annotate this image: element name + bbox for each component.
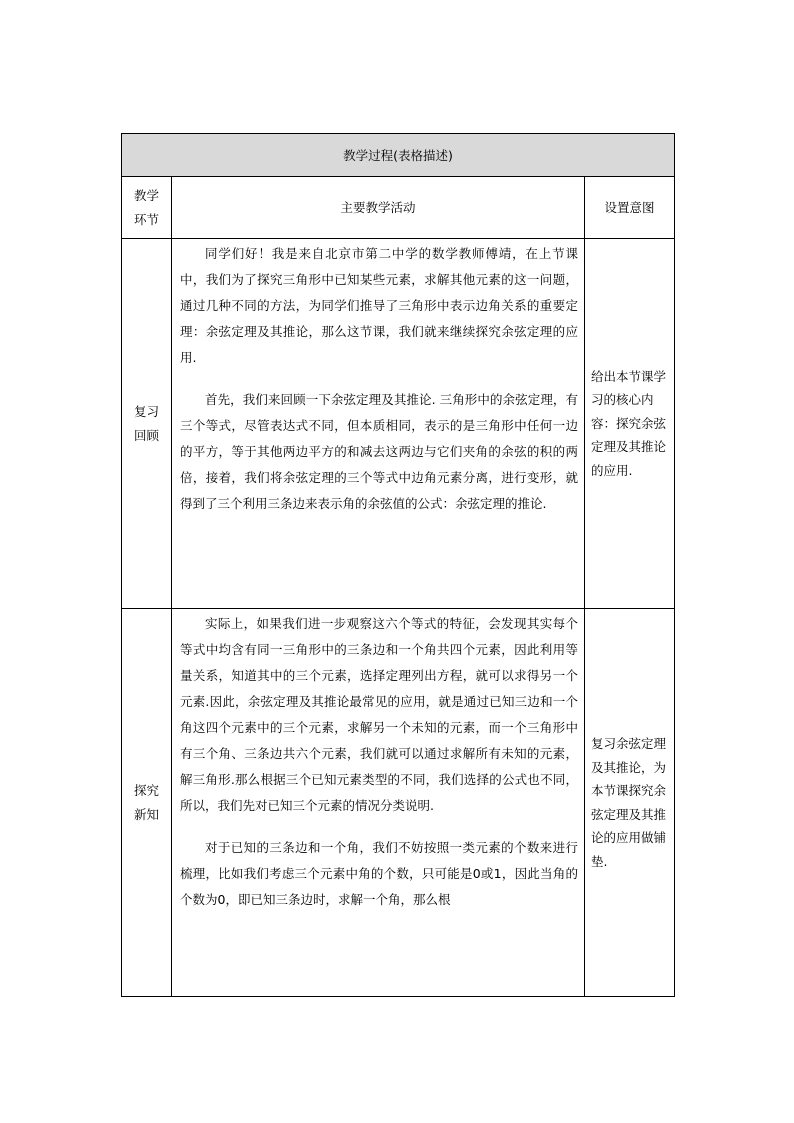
intent-explore: 复习余弦定理及其推论，为本节课探究余弦定理及其推论的应用做铺垫. [585,609,675,997]
activity-paragraph: 同学们好！我是来自北京市第二中学的数学教师傅靖，在上节课中，我们为了探究三角形中已知某些元素，求解其他元素的这一问题，通过几种不同的方法，为同学们推导了三角形中表示边角关系的重要定理：余弦定理及其推论，那么这节课，我们就来继续探究余弦定理的应用. [180,246,578,365]
header-stage-line1: 教学 [133,187,159,203]
stage-explore-line1: 探究 [133,782,159,798]
activity-review [172,239,585,609]
activity-explore [172,609,585,997]
activity-paragraph: 首先，我们来回顾一下余弦定理及其推论. 三角形中的余弦定理，有三个等式，尽管表达式不同，但本质相同，表示的是三角形中任何一边的平方，等于其他两边平方的和减去这两边与它们夹角的余弦的积的两倍，接着，我们将余弦定理的三个等式中边角元素分离，进行变形，就得到了三个利用三条边来表示角的余弦值的公式：余弦定理的推论. [180,392,578,511]
stage-explore-line2: 新知 [133,806,159,822]
header-activity: 主要教学活动 [172,177,585,239]
intent-review: 给出本节课学习的核心内容：探究余弦定理及其推论的应用. [585,239,675,609]
table-row-review [122,239,675,609]
table-title: 教学过程(表格描述) [122,134,675,177]
header-stage [122,177,172,239]
activity-paragraph: 对于已知的三条边和一个角，我们不妨按照一类元素的个数来进行梳理，比如我们考虑三个元素中角的个数，只可能是0或1，因此当角的个数为0，即已知三条边时，求解一个角，那么根 [180,840,578,907]
header-intent: 设置意图 [585,177,675,239]
teaching-process-table [121,133,675,997]
stage-review-line2: 回顾 [133,427,159,443]
activity-paragraph: 实际上，如果我们进一步观察这六个等式的特征，会发现其实每个等式中均含有同一三角形中的三条边和一个角共四个元素，因此利用等量关系，知道其中的三个元素，选择定理列出方程，就可以求得另一个元素.因此，余弦定理及其推论最常见的应用，就是通过已知三边和一个角这四个元素中的三个元素，求解另一个未知的元素，而一个三角形中有三个角、三条边共六个元素，我们就可以通过求解所有未知的元素，解三角形.那么根据三个已知元素类型的不同，我们选择的公式也不同，所以，我们先对已知三个元素的情况分类说明. [180,616,578,813]
stage-explore [122,609,172,997]
stage-review-line1: 复习 [133,403,159,419]
header-stage-line2: 环节 [133,211,159,227]
table-row-explore [122,609,675,997]
stage-review [122,239,172,609]
